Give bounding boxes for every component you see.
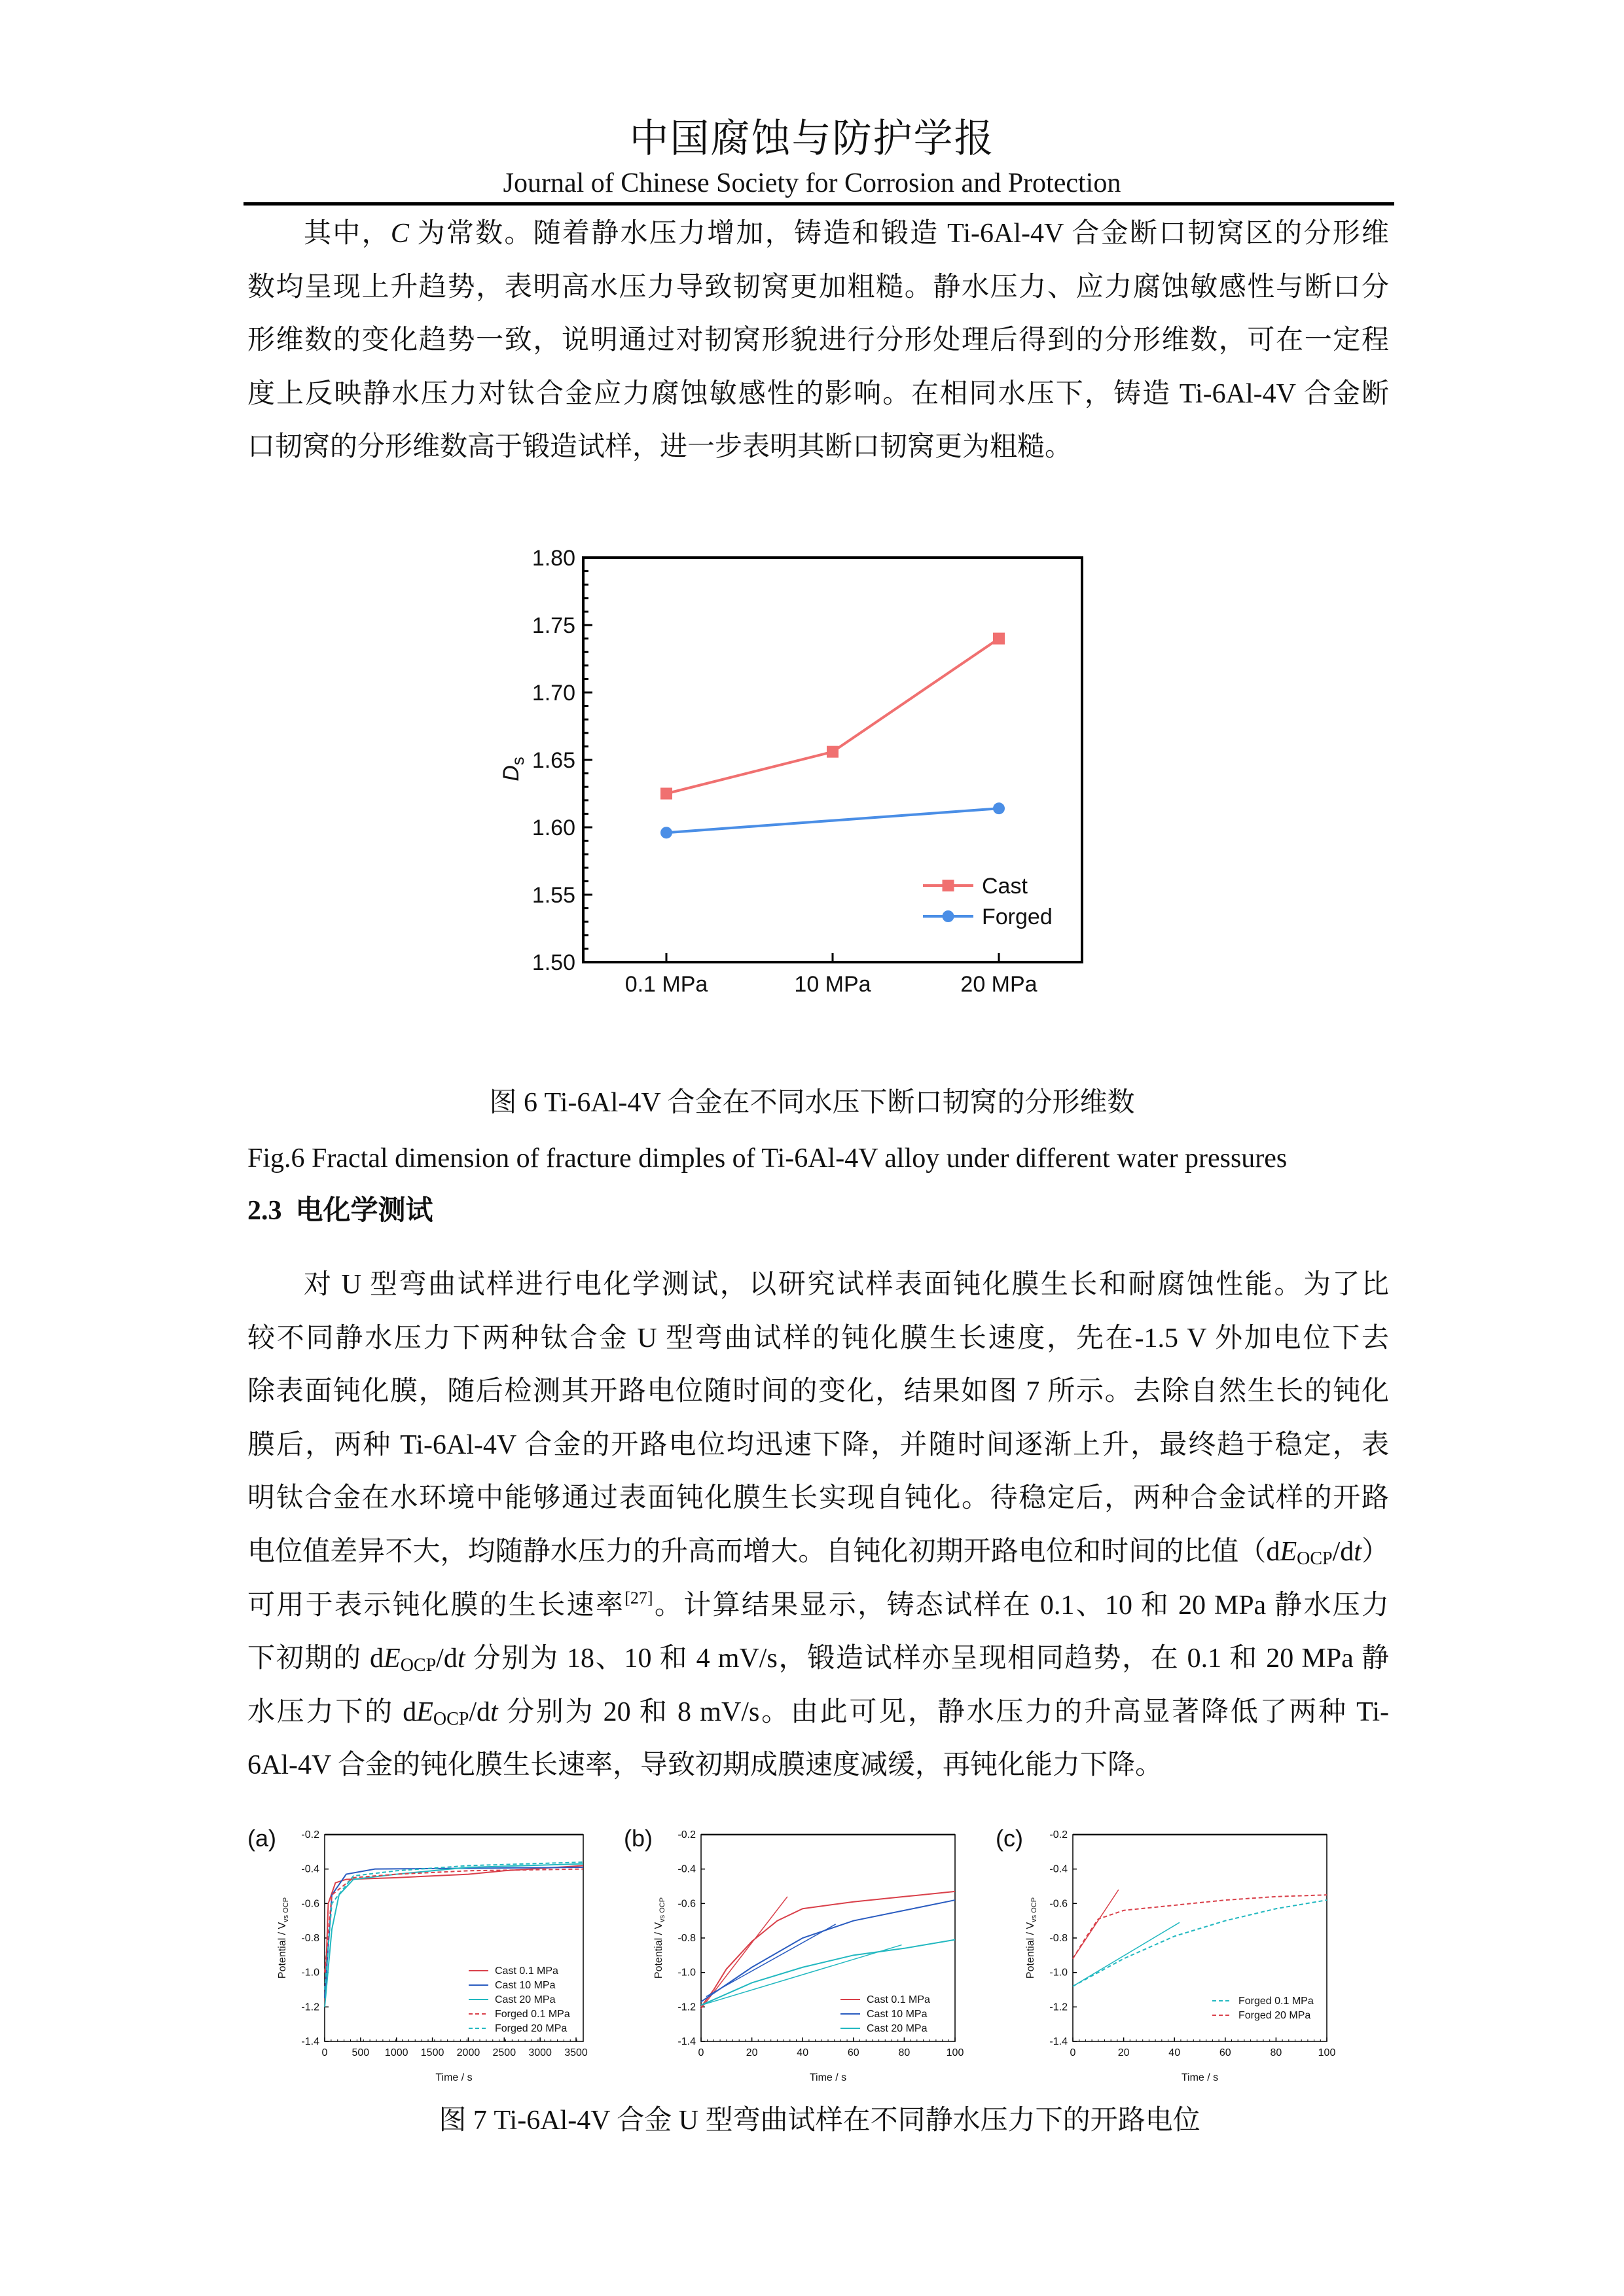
legend-label: Forged 20 MPa	[495, 2023, 568, 2034]
legend-label: Cast 10 MPa	[495, 1980, 556, 1991]
text-line	[247, 1365, 1389, 1419]
y-tick-label: 1.50	[532, 950, 575, 975]
section-heading	[247, 1194, 433, 1227]
x-tick-label: 60	[847, 2047, 859, 2058]
text-segment: E	[416, 1696, 433, 1727]
journal-title-en: Journal of Chinese Society for Corrosion and Protection	[503, 168, 1121, 198]
y-axis-label-sub: s	[508, 757, 528, 766]
y-tick-label: 1.75	[532, 613, 575, 638]
x-tick-label: 100	[1318, 2047, 1336, 2058]
text-segment: OCP	[400, 1655, 437, 1676]
y-tick-label: -0.2	[677, 1829, 696, 1840]
figure6-caption-en: Fig.6 Fractal dimension of fracture dimples of Ti-6Al-4V alloy under different water pressures	[247, 1143, 1288, 1174]
x-tick-label: 1000	[384, 2047, 408, 2058]
series-line	[1073, 1900, 1327, 1986]
x-tick-label: 3500	[564, 2047, 588, 2058]
x-tick-label: 100	[946, 2047, 964, 2058]
text-segment: 对 U 型弯曲试样进行电化学测试，以研究试样表面钝化膜生长和耐腐蚀性能。为了比	[304, 1270, 1389, 1300]
data-point-forged	[660, 827, 672, 838]
legend-marker	[943, 880, 954, 891]
text-segment: 口韧窝的分形维数高于锻造试样，进一步表明其断口韧窝更为粗糙。	[247, 432, 1073, 463]
panel-label: (a)	[247, 1825, 276, 1852]
y-tick-label: 1.80	[532, 546, 575, 571]
legend-label: Forged 20 MPa	[1238, 2010, 1311, 2021]
series-line	[325, 1867, 583, 1998]
y-tick-label: -0.4	[677, 1863, 696, 1875]
y-axis-label-main: Potential / V	[1025, 1922, 1036, 1979]
text-segment: E	[1280, 1536, 1297, 1567]
y-tick-label: -1.4	[301, 2036, 319, 2047]
text-segment: 度上反映静水压力对钛合金应力腐蚀敏感性的影响。在相同水压下，铸造 Ti-6Al-4V 合金断	[247, 378, 1389, 409]
journal-title-cn: 中国腐蚀与防护学报	[629, 117, 995, 160]
text-segment: 数均呈现上升趋势，表明高水压力导致韧窝更加粗糙。静水压力、应力腐蚀敏感性与断口分	[247, 272, 1389, 302]
y-tick-label: 1.55	[532, 883, 575, 908]
x-tick-label: 0	[1070, 2047, 1076, 2058]
legend-label: Cast 20 MPa	[495, 1994, 556, 2005]
figure7-panel-a	[247, 1825, 588, 2083]
x-tick-label: 500	[352, 2047, 370, 2058]
y-tick-label: -0.8	[301, 1933, 319, 1944]
panel-label: (b)	[624, 1825, 653, 1852]
text-segment: OCP	[1297, 1548, 1333, 1569]
y-axis-label-main: Potential / V	[653, 1922, 664, 1979]
figure7-panel-b	[624, 1825, 964, 2083]
y-tick-label: 1.65	[532, 748, 575, 773]
text-segment: t	[1354, 1536, 1362, 1567]
y-tick-label: 1.70	[532, 681, 575, 706]
text-line	[247, 1739, 1389, 1793]
y-axis-label	[1025, 1897, 1038, 1979]
y-tick-label: -1.2	[677, 2001, 696, 2013]
text-line	[247, 1526, 1389, 1579]
x-tick-label: 40	[797, 2047, 809, 2058]
text-segment: t	[490, 1696, 498, 1727]
text-segment: 除表面钝化膜，随后检测其开路电位随时间的变化，结果如图 7 所示。去除自然生长的钝化	[247, 1376, 1389, 1407]
fit-line	[1073, 1922, 1180, 1986]
plot-frame	[583, 558, 1082, 962]
series-line	[325, 1869, 583, 1973]
legend-label: Forged 0.1 MPa	[1238, 1996, 1314, 2007]
y-tick-label: -0.4	[301, 1863, 319, 1875]
x-tick-label: 0.1 MPa	[624, 972, 708, 997]
data-point-cast	[993, 633, 1005, 645]
y-axis-label-sub: vs OCP	[1030, 1897, 1038, 1922]
text-line	[247, 1312, 1389, 1366]
x-axis-label: Time / s	[1181, 2072, 1219, 2083]
text-segment: 其中，	[304, 219, 391, 249]
legend-label: Cast	[982, 874, 1028, 899]
text-segment: C	[390, 219, 409, 249]
x-tick-label: 60	[1219, 2047, 1231, 2058]
figure6-chart	[499, 546, 1082, 997]
series-line-cast	[666, 639, 999, 794]
x-axis-label: Time / s	[435, 2072, 473, 2083]
y-tick-label: -1.0	[1049, 1967, 1068, 1979]
data-point-forged	[993, 802, 1005, 814]
text-line	[247, 1579, 1389, 1633]
series-line	[701, 1892, 955, 2007]
x-tick-label: 0	[321, 2047, 328, 2058]
y-axis-label	[277, 1897, 290, 1979]
legend-marker	[943, 910, 954, 922]
figure7-panel-c	[996, 1825, 1335, 2083]
y-axis-label	[653, 1897, 666, 1979]
text-segment: 明钛合金在水环境中能够通过表面钝化膜生长实现自钝化。待稳定后，两种合金试样的开路	[247, 1483, 1389, 1514]
section-title: 电化学测试	[295, 1196, 433, 1226]
legend-label: Cast 20 MPa	[867, 2023, 928, 2034]
y-tick-label: -0.6	[677, 1898, 696, 1910]
x-tick-label: 20	[746, 2047, 758, 2058]
x-tick-label: 2000	[456, 2047, 480, 2058]
y-axis-label-main: Potential / V	[277, 1922, 288, 1979]
y-tick-label: -0.6	[1049, 1898, 1068, 1910]
paragraph-electrochemical-test	[247, 1259, 1389, 1793]
text-line	[247, 1472, 1389, 1526]
y-tick-label: -0.8	[1049, 1933, 1068, 1944]
text-segment: 下初期的 d	[247, 1643, 384, 1674]
text-line	[247, 1259, 1389, 1312]
figure7-caption-cn: 图 7 Ti-6Al-4V 合金 U 型弯曲试样在不同静水压力下的开路电位	[439, 2106, 1200, 2136]
x-tick-label: 80	[898, 2047, 911, 2058]
text-segment: 电位值差异不大，均随静水压力的升高而增大。自钝化初期开路电位和时间的比值（d	[247, 1536, 1280, 1567]
text-segment: t	[457, 1643, 465, 1674]
y-tick-label: -0.8	[677, 1933, 696, 1944]
text-segment: /d	[1332, 1536, 1354, 1567]
text-segment: OCP	[433, 1708, 469, 1729]
legend-label: Cast 10 MPa	[867, 2009, 928, 2020]
y-axis-label-main: D	[499, 765, 524, 781]
text-segment: 为常数。随着静水压力增加，铸造和锻造 Ti-6Al-4V 合金断口韧窝区的分形维	[408, 219, 1389, 249]
y-tick-label: -1.2	[1049, 2001, 1068, 2013]
y-tick-label: -1.0	[677, 1967, 696, 1979]
text-segment: 膜后，两种 Ti-6Al-4V 合金的开路电位均迅速下降，并随时间逐渐上升，最终趋于稳定，表	[247, 1429, 1389, 1460]
text-segment: 形维数的变化趋势一致，说明通过对韧窝形貌进行分形处理后得到的分形维数，可在一定程	[247, 325, 1389, 356]
text-line	[247, 1419, 1389, 1473]
y-tick-label: -1.4	[677, 2036, 696, 2047]
text-segment: /d	[436, 1643, 458, 1674]
text-segment: /d	[469, 1696, 491, 1727]
x-axis-label: Time / s	[809, 2072, 847, 2083]
panel-label: (c)	[996, 1825, 1023, 1852]
x-tick-label: 40	[1168, 2047, 1181, 2058]
data-point-cast	[660, 788, 672, 800]
text-segment: 。计算结果显示，铸态试样在 0.1、10 和 20 MPa 静水压力	[653, 1590, 1389, 1621]
legend-label: Forged 0.1 MPa	[495, 2009, 570, 2020]
text-segment: 可用于表示钝化膜的生长速率	[247, 1590, 625, 1621]
series-line	[1073, 1895, 1327, 1958]
legend-label: Cast 0.1 MPa	[867, 1994, 930, 2005]
x-tick-label: 20 MPa	[960, 972, 1038, 997]
legend-label: Forged	[982, 905, 1053, 929]
y-axis-label-sub: vs OCP	[282, 1897, 290, 1922]
y-tick-label: -0.4	[1049, 1863, 1068, 1875]
fit-line	[706, 1924, 836, 1997]
text-segment: [27]	[624, 1588, 653, 1607]
x-tick-label: 3000	[528, 2047, 552, 2058]
y-axis-label	[499, 757, 528, 781]
x-tick-label: 80	[1270, 2047, 1282, 2058]
y-tick-label: -0.6	[301, 1898, 319, 1910]
text-segment: E	[384, 1643, 401, 1674]
x-tick-label: 1500	[420, 2047, 444, 2058]
x-tick-label: 20	[1117, 2047, 1130, 2058]
section-number: 2.3	[247, 1196, 282, 1226]
text-segment: ）	[1361, 1536, 1389, 1567]
x-tick-label: 0	[698, 2047, 704, 2058]
x-tick-label: 10 MPa	[794, 972, 871, 997]
y-tick-label: -0.2	[301, 1829, 319, 1840]
text-segment: 分别为 18、10 和 4 mV/s，锻造试样亦呈现相同趋势，在 0.1 和 20 MPa 静	[465, 1643, 1389, 1674]
y-tick-label: -0.2	[1049, 1829, 1068, 1840]
y-tick-label: -1.4	[1049, 2036, 1068, 2047]
text-segment: 较不同静水压力下两种钛合金 U 型弯曲试样的钝化膜生长速度，先在-1.5 V 外加电位下去	[247, 1323, 1389, 1354]
data-point-cast	[827, 746, 839, 758]
legend-label: Cast 0.1 MPa	[495, 1965, 558, 1977]
series-line	[701, 1900, 955, 2001]
text-line	[247, 1632, 1389, 1686]
series-line-forged	[666, 808, 999, 833]
text-segment: 6Al-4V 合金的钝化膜生长速率，导致初期成膜速度减缓，再钝化能力下降。	[247, 1750, 1163, 1781]
figure6-caption-cn: 图 6 Ti-6Al-4V 合金在不同水压下断口韧窝的分形维数	[489, 1088, 1135, 1118]
x-tick-label: 2500	[492, 2047, 516, 2058]
text-segment: 分别为 20 和 8 mV/s。由此可见，静水压力的升高显著降低了两种 Ti-	[497, 1696, 1389, 1727]
y-tick-label: 1.60	[532, 816, 575, 840]
y-axis-label-sub: vs OCP	[659, 1897, 666, 1922]
fit-line	[1073, 1890, 1119, 1958]
y-tick-label: -1.0	[301, 1967, 319, 1979]
text-line	[247, 1686, 1389, 1740]
y-tick-label: -1.2	[301, 2001, 319, 2013]
text-segment: 水压力下的 d	[247, 1696, 417, 1727]
